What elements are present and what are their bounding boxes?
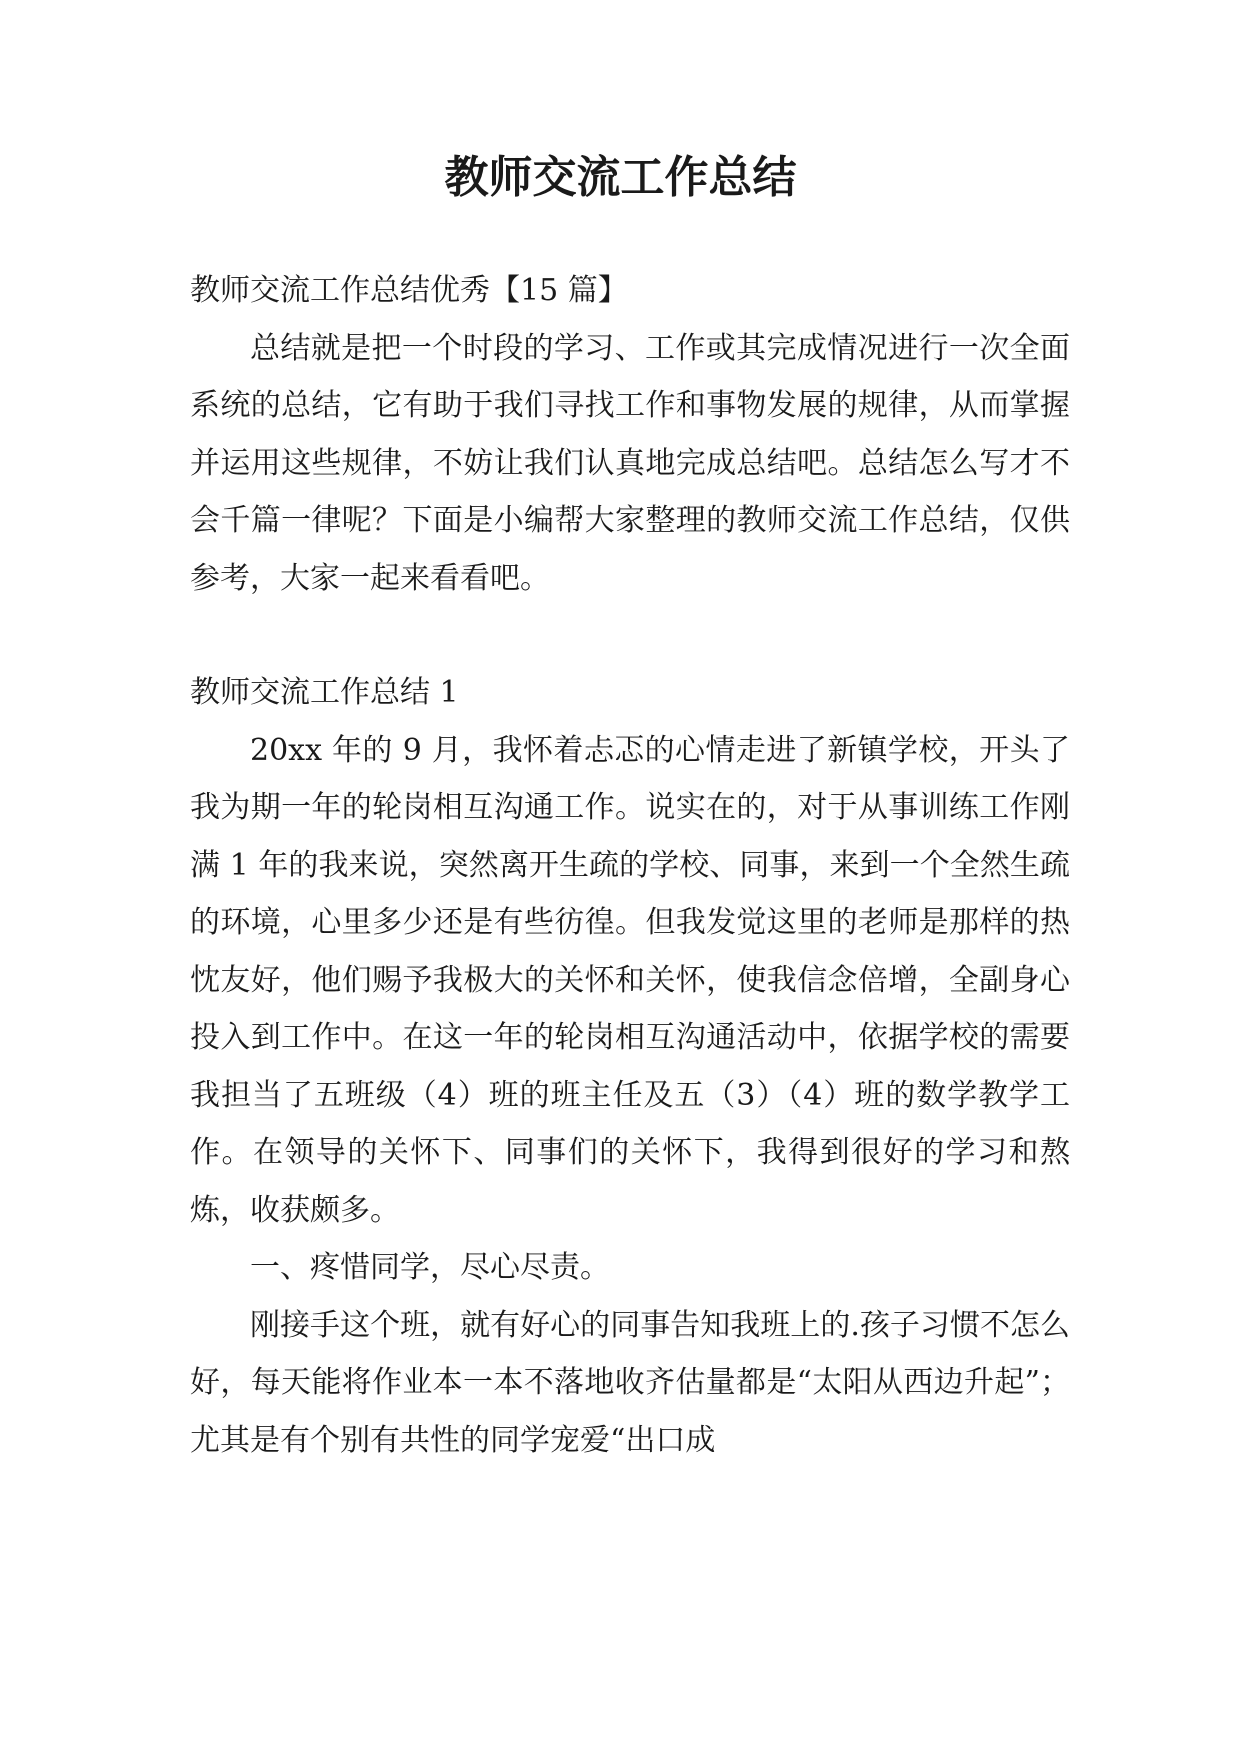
document-body [190,262,1070,1469]
document-title: 教师交流工作总结 [444,152,797,203]
body-paragraph: 20xx 年的 9 月，我怀着忐忑的心情走进了新镇学校，开头了我为期一年的轮岗相互沟通工作。说实在的，对于从事训练工作刚满 1 年的我来说，突然离开生疏的学校、同事，来到一个全然生疏的环境，心里多少还是有些彷徨。但我发觉这里的老师是那样的热忱友好，他们赐予我极大的关怀和关怀，使我信念倍增，全副身心投入到工作中。在这一年的轮岗相互沟通活动中，依据学校的需要我担当了五班级（4）班的班主任及五（3）（4）班的数学教学工作。在领导的关怀下、同事们的关怀下，我得到很好的学习和熬炼，收获颇多。 [190,732,1070,1228]
intro-paragraph: 总结就是把一个时段的学习、工作或其完成情况进行一次全面系统的总结，它有助于我们寻找工作和事物发展的规律，从而掌握并运用这些规律，不妨让我们认真地完成总结吧。总结怎么写才不会千篇一律呢？下面是小编帮大家整理的教师交流工作总结，仅供参考，大家一起来看看吧。 [190,330,1070,596]
subsection-heading: 一、疼惜同学，尽心尽责。 [250,1250,610,1285]
section-heading: 教师交流工作总结 1 [190,675,459,710]
body-paragraph: 刚接手这个班，就有好心的同事告知我班上的.孩子习惯不怎么好，每天能将作业本一本不落地收齐估量都是“太阳从西边升起”；尤其是有个别有共性的同学宠爱“出口成 [190,1307,1070,1458]
document-subtitle: 教师交流工作总结优秀【15 篇】 [190,273,628,308]
